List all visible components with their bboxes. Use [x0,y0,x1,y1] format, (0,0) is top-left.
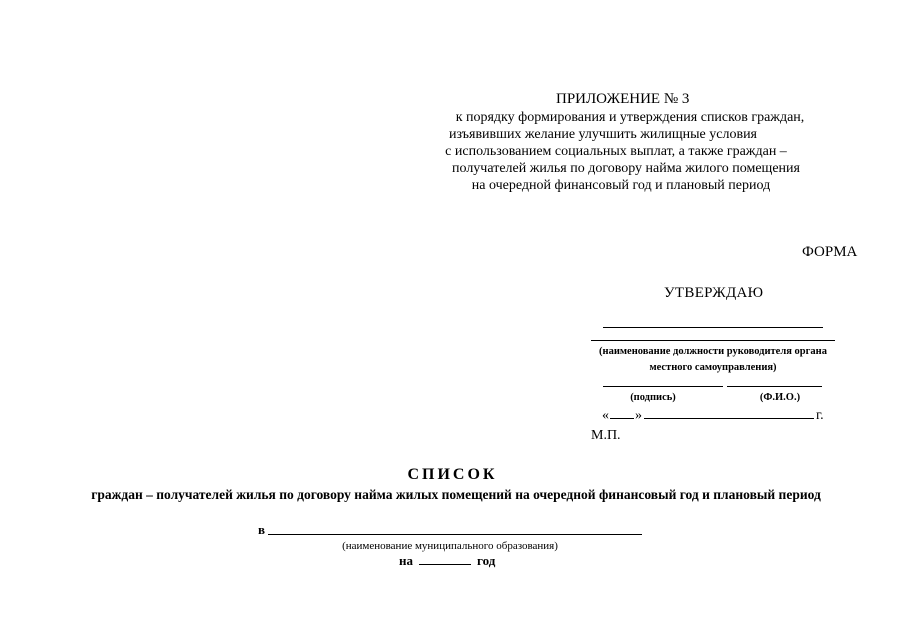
position-blank-line [591,340,835,341]
list-title: СПИСОК [407,466,498,483]
form-label: ФОРМА [802,244,858,260]
signature-blank-line [603,386,723,387]
date-line [602,408,824,424]
appendix-title: ПРИЛОЖЕНИЕ № 3 [556,91,690,107]
appendix-line: с использованием социальных выплат, а также граждан – [445,144,787,159]
position-caption: (наименование должности руководителя органа [599,346,827,357]
month-year-blank [644,418,814,419]
position-caption: местного самоуправления) [649,362,777,373]
year-blank [419,564,471,565]
year-suffix: год [477,553,496,568]
seal-label: М.П. [591,428,621,443]
appendix-line: на очередной финансовый год и плановый период [471,178,771,193]
day-blank [610,418,634,419]
date-open-quote: « [602,408,609,423]
municipality-caption: (наименование муниципального образования) [342,540,558,552]
list-subtitle: граждан – получателей жилья по договору найма жилых помещений на очередной финансовый год и плановый период [91,487,821,502]
municipality-prefix: в [258,522,266,537]
appendix-line: изъявивших желание улучшить жилищные условия [448,127,757,142]
position-blank-line [603,327,823,328]
date-suffix: г. [816,408,824,423]
date-close-quote: » [635,408,642,423]
signature-caption: (подпись) [630,392,676,403]
municipality-blank-line [268,534,642,535]
appendix-line: к порядку формирования и утверждения списков граждан, [455,110,805,125]
appendix-line: получателей жилья по договору найма жилого помещения [452,161,800,176]
approval-heading: УТВЕРЖДАЮ [664,285,764,301]
name-blank-line [727,386,822,387]
year-prefix: на [399,553,413,568]
year-line [399,553,495,569]
name-caption: (Ф.И.О.) [759,392,801,403]
